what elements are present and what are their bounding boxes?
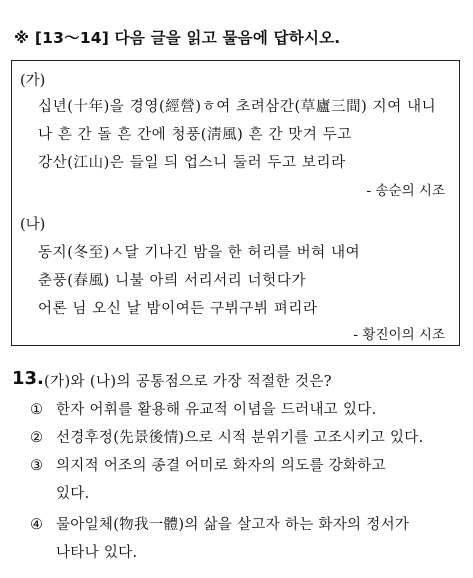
passage-ga-label: (가) bbox=[20, 73, 46, 89]
passage-ga-line: 나 흔 간 돌 흔 간에 청풍(淸風) 흔 간 맛겨 두고 bbox=[38, 127, 352, 143]
option-number: ② bbox=[30, 430, 44, 446]
option-text: 한자 어휘를 활용해 유교적 이념을 드러내고 있다. bbox=[56, 402, 377, 418]
section-header: ※ [13～14] 다음 글을 읽고 물음에 답하시오. bbox=[14, 29, 341, 47]
option-1[interactable] bbox=[30, 398, 377, 419]
question-text: (가)와 (나)의 공통점으로 가장 적절한 것은? bbox=[44, 374, 332, 390]
option-4-continuation: 나타나 있다. bbox=[56, 545, 138, 561]
option-text: 선경후정(先景後情)으로 시적 분위기를 고조시키고 있다. bbox=[56, 430, 424, 446]
passage-na-line: 동지(冬至)ㅅ달 기나긴 밤을 한 허리를 버혀 내여 bbox=[38, 245, 361, 261]
option-number: ④ bbox=[30, 517, 44, 533]
option-number: ① bbox=[30, 402, 44, 418]
passage-ga-line: 강산(江山)은 들일 듸 업스니 둘러 두고 보리라 bbox=[38, 155, 346, 171]
passage-na-label: (나) bbox=[20, 217, 46, 233]
passage-box bbox=[11, 60, 460, 346]
option-3[interactable] bbox=[30, 454, 386, 475]
passage-na-line: 춘풍(春風) 니불 아릐 서리서리 너헛다가 bbox=[38, 273, 307, 289]
option-4[interactable] bbox=[30, 513, 409, 534]
passage-ga-source: - 송순의 시조 bbox=[366, 183, 445, 199]
passage-na-line: 어론 님 오신 날 밤이여든 구뷔구뷔 펴리라 bbox=[38, 301, 318, 317]
passage-ga-line: 십년(十年)을 경영(經營)ㅎ여 초려삼간(草廬三間) 지여 내니 bbox=[38, 99, 437, 115]
passage-na-source: - 황진이의 시조 bbox=[353, 327, 445, 343]
option-text: 물아일체(物我一體)의 삶을 살고자 하는 화자의 정서가 bbox=[56, 517, 410, 533]
option-2[interactable] bbox=[30, 426, 424, 447]
question-number: 13. bbox=[12, 368, 44, 389]
option-text: 의지적 어조의 종결 어미로 화자의 의도를 강화하고 bbox=[56, 458, 386, 474]
option-3-continuation: 있다. bbox=[56, 486, 90, 502]
option-number: ③ bbox=[30, 458, 44, 474]
